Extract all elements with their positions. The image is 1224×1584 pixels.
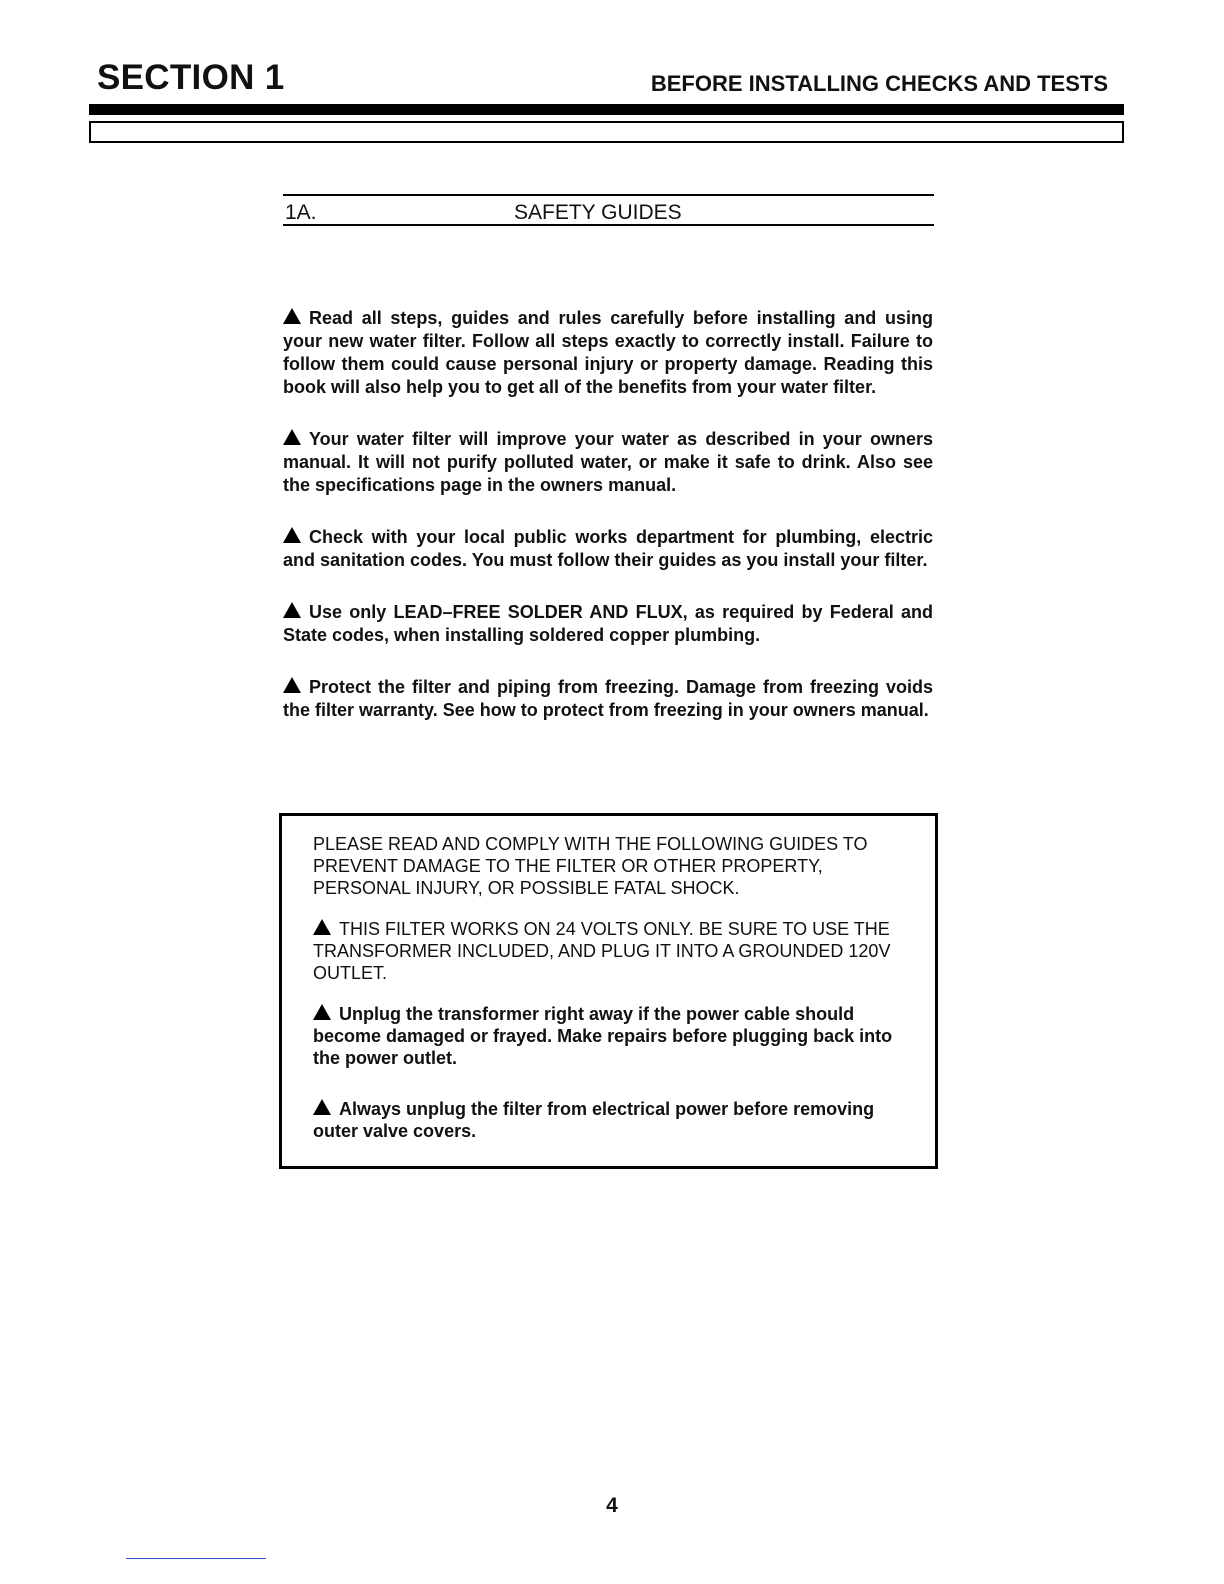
electrical-warning-text: Unplug the transformer right away if the power cable should become damaged or frayed. Make repairs before plugging back into the power outlet. [313, 1004, 893, 1068]
electrical-warning-item [313, 1098, 921, 1142]
warning-triangle-icon [283, 308, 301, 324]
warning-paragraph [283, 676, 933, 722]
warning-triangle-icon [283, 677, 301, 693]
electrical-warning-item [313, 918, 921, 984]
warning-triangle-icon [283, 429, 301, 445]
header-rule-thick [89, 104, 1124, 115]
warning-triangle-icon [283, 602, 301, 618]
warning-triangle-icon [313, 1099, 331, 1115]
electrical-warning-item [313, 1003, 921, 1069]
electrical-warning-text: Always unplug the filter from electrical power before removing outer valve covers. [313, 1099, 875, 1141]
electrical-warning-content [313, 833, 921, 1161]
warning-text: Check with your local public works department for plumbing, electric and sanitation codes. You must follow their guides as you install your filter. [283, 527, 933, 570]
warning-triangle-icon [283, 527, 301, 543]
warning-text: Read all steps, guides and rules carefully before installing and using your new water filter. Follow all steps exactly to correctly install. Failure to follow them could cause personal injury or property damage. Reading this book will also help you to get all of the benefits from your water filter. [283, 308, 933, 397]
warning-paragraph [283, 428, 933, 497]
guide-heading [283, 194, 934, 226]
warning-text: Your water filter will improve your water as described in your owners manual. It will not purify polluted water, or make it safe to drink. Also see the specifications page in the owners manual. [283, 429, 933, 495]
warning-paragraph [283, 601, 933, 647]
header-rule-box [89, 121, 1124, 143]
warning-text: Protect the filter and piping from freezing. Damage from freezing voids the filter warranty. See how to protect from freezing in your owners manual. [283, 677, 933, 720]
electrical-warning-intro: PLEASE READ AND COMPLY WITH THE FOLLOWING GUIDES TO PREVENT DAMAGE TO THE FILTER OR OTHER PROPERTY, PERSONAL INJURY, OR POSSIBLE FATAL SHOCK. [313, 834, 868, 898]
page-number: 4 [606, 1494, 618, 1517]
section-label: SECTION 1 [97, 58, 285, 97]
electrical-warning-text: THIS FILTER WORKS ON 24 VOLTS ONLY. BE SURE TO USE THE TRANSFORMER INCLUDED, AND PLUG IT INTO A GROUNDED 120V OUTLET. [313, 919, 891, 983]
warning-text: Use only LEAD–FREE SOLDER AND FLUX, as required by Federal and State codes, when installing soldered copper plumbing. [283, 602, 933, 645]
warning-triangle-icon [313, 1004, 331, 1020]
footer-link-line [126, 1558, 266, 1559]
electrical-warning-box [279, 813, 938, 1169]
warning-paragraph [283, 526, 933, 572]
safety-warnings [283, 307, 933, 751]
warning-paragraph [283, 307, 933, 399]
guide-number: 1A. [285, 201, 317, 224]
warning-triangle-icon [313, 919, 331, 935]
section-title: BEFORE INSTALLING CHECKS AND TESTS [650, 71, 1108, 96]
guide-title: SAFETY GUIDES [514, 201, 682, 224]
